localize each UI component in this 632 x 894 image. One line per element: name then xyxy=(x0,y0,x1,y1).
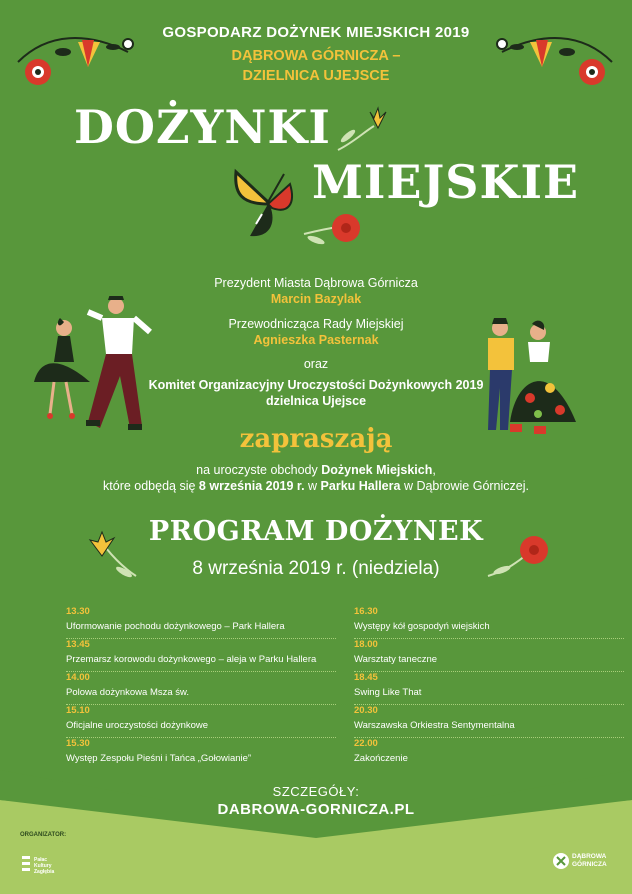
org-logo-line2: Kultury xyxy=(34,863,52,869)
program-item-name: Zakończenie xyxy=(354,753,408,764)
desc2-part-d: Parku Hallera xyxy=(320,479,401,493)
city-logo-icon xyxy=(552,852,570,870)
title-word-2: MIEJSKIE xyxy=(312,155,580,209)
dancing-couple-right-icon xyxy=(480,318,590,442)
program-item-time: 22.00 xyxy=(354,738,378,749)
program-item-name: Uformowanie pochodu dożynkowego – Park Hallera xyxy=(66,621,285,632)
program-item-time: 18.45 xyxy=(354,672,378,683)
program-item-time: 15.10 xyxy=(66,705,90,716)
red-flower-icon xyxy=(300,204,364,254)
desc1-part-a: na uroczyste obchody xyxy=(196,463,322,477)
program-item-name: Warszawska Orkiestra Sentymentalna xyxy=(354,720,515,731)
program-date: 8 września 2019 r. (niedziela) xyxy=(192,558,440,579)
council-chair-role: Przewodnicząca Rady Miejskiej xyxy=(228,317,404,331)
program-item-name: Oficjalne uroczystości dożynkowe xyxy=(66,720,209,731)
organizer-logo-text xyxy=(34,857,54,875)
conjunction: oraz xyxy=(303,357,329,371)
council-chair-name: Agnieszka Pasternak xyxy=(253,333,379,347)
event-description-line1 xyxy=(0,462,632,478)
desc2-part-e: w Dąbrowie Górniczej. xyxy=(400,479,529,493)
program-item-name: Występy kół gospodyń wiejskich xyxy=(354,621,490,632)
desc1-part-c: , xyxy=(432,463,436,477)
desc2-part-c: w xyxy=(304,479,321,493)
city-logo-line1: DĄBROWA xyxy=(572,853,607,860)
president-role: Prezydent Miasta Dąbrowa Górnicza xyxy=(214,276,418,290)
desc1-part-b: Dożynek Miejskich xyxy=(321,463,433,477)
program-item-name: Występ Zespołu Pieśni i Tańca „Gołowianie” xyxy=(66,753,252,764)
program-title: PROGRAM DOŻYNEK xyxy=(148,516,484,547)
program-item xyxy=(354,705,632,738)
program-item xyxy=(354,672,632,705)
program-item-time: 13.45 xyxy=(66,639,90,650)
details-url[interactable]: DABROWA-GORNICZA.PL xyxy=(217,801,415,818)
invite-word: zapraszają xyxy=(239,424,393,454)
program-item xyxy=(66,672,366,705)
program-item xyxy=(354,738,632,764)
organizer-label: ORGANIZATOR: xyxy=(20,832,67,838)
host-heading: GOSPODARZ DOŻYNEK MIEJSKICH 2019 xyxy=(162,24,470,41)
committee-name: Komitet Organizacyjny Uroczystości Dożynkowych 2019 xyxy=(148,378,484,392)
program-item-time: 16.30 xyxy=(354,606,378,617)
program-item-time: 18.00 xyxy=(354,639,378,650)
desc2-part-a: które odbędą się xyxy=(103,479,199,493)
yellow-flower-icon xyxy=(334,106,394,156)
host-location-line1: DĄBROWA GÓRNICZA – xyxy=(231,48,401,64)
city-logo-text xyxy=(572,853,607,869)
host-location xyxy=(0,46,632,86)
details-label: SZCZEGÓŁY: xyxy=(272,784,360,799)
program-item-name: Warsztaty taneczne xyxy=(354,654,438,665)
program-item xyxy=(66,606,366,639)
president-name: Marcin Bazylak xyxy=(270,292,362,306)
city-logo-line2: GÓRNICZA xyxy=(572,861,607,868)
program-item-time: 20.30 xyxy=(354,705,378,716)
program-item xyxy=(66,705,366,738)
program-item xyxy=(66,738,366,764)
program-item xyxy=(354,606,632,639)
program-item-time: 15.30 xyxy=(66,738,90,749)
butterfly-icon xyxy=(232,164,304,240)
program-item-time: 14.00 xyxy=(66,672,90,683)
desc2-part-b: 8 września 2019 r. xyxy=(198,479,305,493)
host-location-line2: DZIELNICA UJEJSCE xyxy=(242,68,390,84)
program-item-name: Polowa dożynkowa Msza św. xyxy=(66,687,190,698)
org-logo-line3: Zagłębia xyxy=(34,869,55,875)
program-item-name: Przemarsz korowodu dożynkowego – aleja w Parku Hallera xyxy=(66,654,317,665)
committee-district: dzielnica Ujejsce xyxy=(265,394,367,408)
program-item-name: Swing Like That xyxy=(354,687,422,698)
program-item xyxy=(354,639,632,672)
title-word-1: DOŻYNKI xyxy=(74,100,331,154)
program-item-time: 13.30 xyxy=(66,606,90,617)
dancing-couple-left-icon xyxy=(30,296,158,444)
event-description-line2 xyxy=(0,478,632,494)
organizer-logo-icon xyxy=(22,856,32,874)
program-item xyxy=(66,639,366,672)
org-logo-line1: Pałac xyxy=(34,857,48,863)
